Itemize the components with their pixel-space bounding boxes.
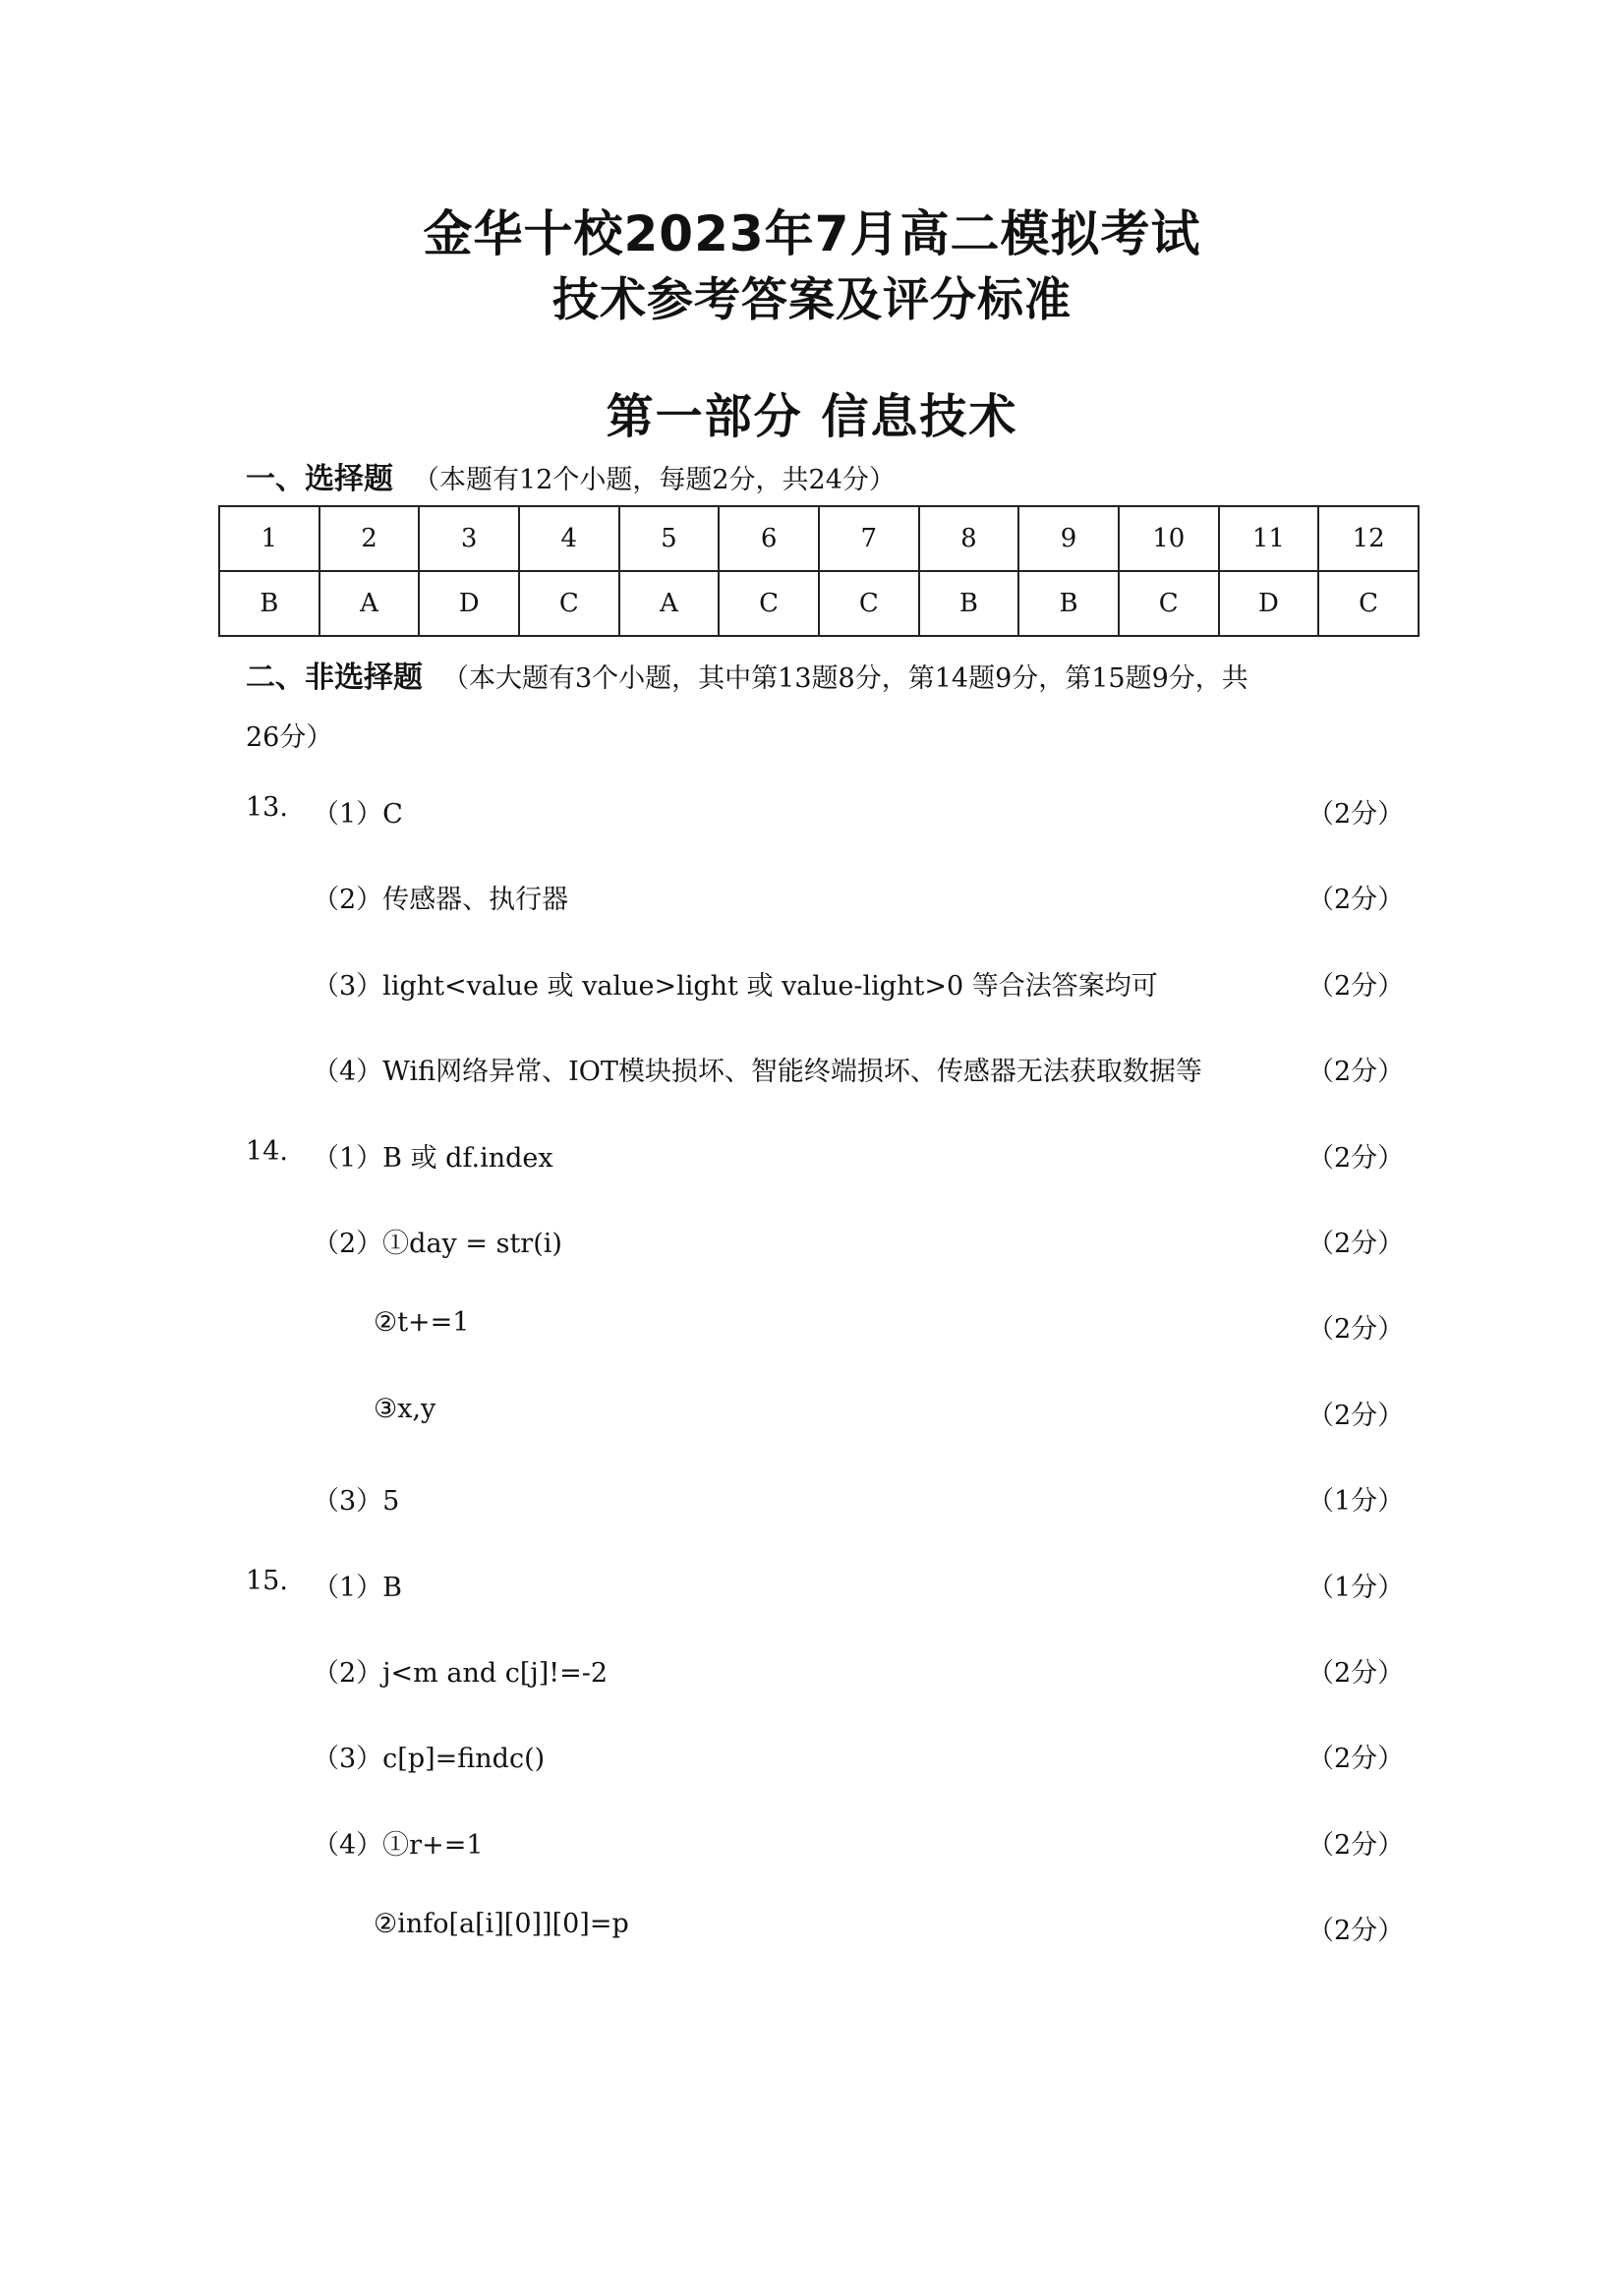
question-number-cell: 9	[1018, 506, 1119, 571]
answer-text: （4）①r+=1	[313, 1830, 484, 1861]
points: （1分）	[1307, 1573, 1405, 1603]
answer-text: ②t+=1	[374, 1307, 470, 1338]
points: （2分）	[1307, 1744, 1405, 1774]
question-number-cell: 10	[1119, 506, 1219, 571]
question-number-cell: 1	[219, 506, 319, 571]
answer-row	[0, 964, 1624, 1004]
section2-heading-line	[246, 653, 1248, 696]
points: （2分）	[1307, 885, 1405, 915]
answer-row	[0, 792, 1624, 832]
points: （2分）	[1307, 1401, 1405, 1431]
question-number-cell: 5	[619, 506, 720, 571]
answer-row	[0, 1050, 1624, 1089]
section2-note: （本大题有3个小题，其中第13题8分，第14题9分，第15题9分，共	[442, 663, 1248, 694]
answer-cell: D	[1219, 571, 1319, 636]
question-number: 15.	[246, 1566, 288, 1596]
answer-cell: B	[1018, 571, 1119, 636]
section2-note-continuation: 26分）	[246, 722, 333, 753]
answer-cell: C	[719, 571, 819, 636]
answer-text: （2）j<m and c[j]!=-2	[313, 1658, 609, 1689]
answer-text: （1）B 或 df.index	[313, 1143, 553, 1174]
answer-row	[0, 1307, 1624, 1347]
answer-text: ②info[a[i][0]][0]=p	[374, 1909, 629, 1939]
answer-cell: A	[319, 571, 420, 636]
points: （2分）	[1307, 971, 1405, 1002]
answer-text: （3）c[p]=findc()	[313, 1744, 546, 1774]
answer-row	[0, 1222, 1624, 1261]
document-subtitle: 技术参考答案及评分标准	[552, 273, 1072, 327]
answer-cell: D	[419, 571, 519, 636]
answer-cell: C	[1119, 571, 1219, 636]
question-number: 14.	[246, 1136, 288, 1167]
answer-row	[0, 1651, 1624, 1691]
answer-row	[0, 878, 1624, 917]
answer-text: （1）B	[313, 1573, 403, 1603]
document-title: 金华十校2023年7月高二模拟考试	[423, 205, 1201, 262]
answer-row	[0, 1479, 1624, 1519]
question-number-cell: 3	[419, 506, 519, 571]
points: （2分）	[1307, 799, 1405, 830]
answer-table-number-row	[219, 506, 1419, 571]
question-number-cell: 6	[719, 506, 819, 571]
points: （2分）	[1307, 1916, 1405, 1946]
answer-text: （4）Wifi网络异常、IOT模块损坏、智能终端损坏、传感器无法获取数据等	[313, 1057, 1202, 1087]
points: （1分）	[1307, 1486, 1405, 1517]
answer-row	[0, 1909, 1624, 1948]
answer-row	[0, 1823, 1624, 1863]
points: （2分）	[1307, 1658, 1405, 1689]
answer-row	[0, 1566, 1624, 1605]
question-number-cell: 2	[319, 506, 420, 571]
points: （2分）	[1307, 1229, 1405, 1259]
answer-row	[0, 1737, 1624, 1776]
points: （2分）	[1307, 1143, 1405, 1174]
answer-text: ③x,y	[374, 1394, 436, 1424]
answer-row	[0, 1394, 1624, 1433]
answer-cell: B	[219, 571, 319, 636]
section2-heading: 二、非选择题	[246, 660, 423, 695]
answer-cell: C	[1318, 571, 1419, 636]
section1-heading: 一、选择题	[246, 462, 393, 496]
question-number-cell: 7	[819, 506, 919, 571]
answer-row	[0, 1136, 1624, 1176]
answer-cell: A	[619, 571, 720, 636]
answer-cell: B	[919, 571, 1019, 636]
answer-text: （1）C	[313, 799, 403, 830]
answer-table	[218, 505, 1420, 637]
question-number-cell: 11	[1219, 506, 1319, 571]
answer-table-answer-row	[219, 571, 1419, 636]
section2-note-continuation-line	[246, 716, 332, 754]
question-number: 13.	[246, 792, 288, 823]
answer-cell: C	[519, 571, 619, 636]
answer-text: （2）①day = str(i)	[313, 1229, 562, 1259]
answer-cell: C	[819, 571, 919, 636]
section1-heading-line	[246, 454, 896, 497]
answer-text: （2）传感器、执行器	[313, 885, 569, 915]
points: （2分）	[1307, 1314, 1405, 1345]
section1-note: （本题有12个小题，每题2分，共24分）	[413, 465, 896, 495]
question-number-cell: 12	[1318, 506, 1419, 571]
points: （2分）	[1307, 1830, 1405, 1861]
question-number-cell: 8	[919, 506, 1019, 571]
answer-text: （3）5	[313, 1486, 400, 1517]
points: （2分）	[1307, 1057, 1405, 1087]
answer-text: （3）light<value 或 value>light 或 value-light>0 等合法答案均可	[313, 971, 1158, 1002]
part-title: 第一部分 信息技术	[606, 389, 1018, 444]
question-number-cell: 4	[519, 506, 619, 571]
